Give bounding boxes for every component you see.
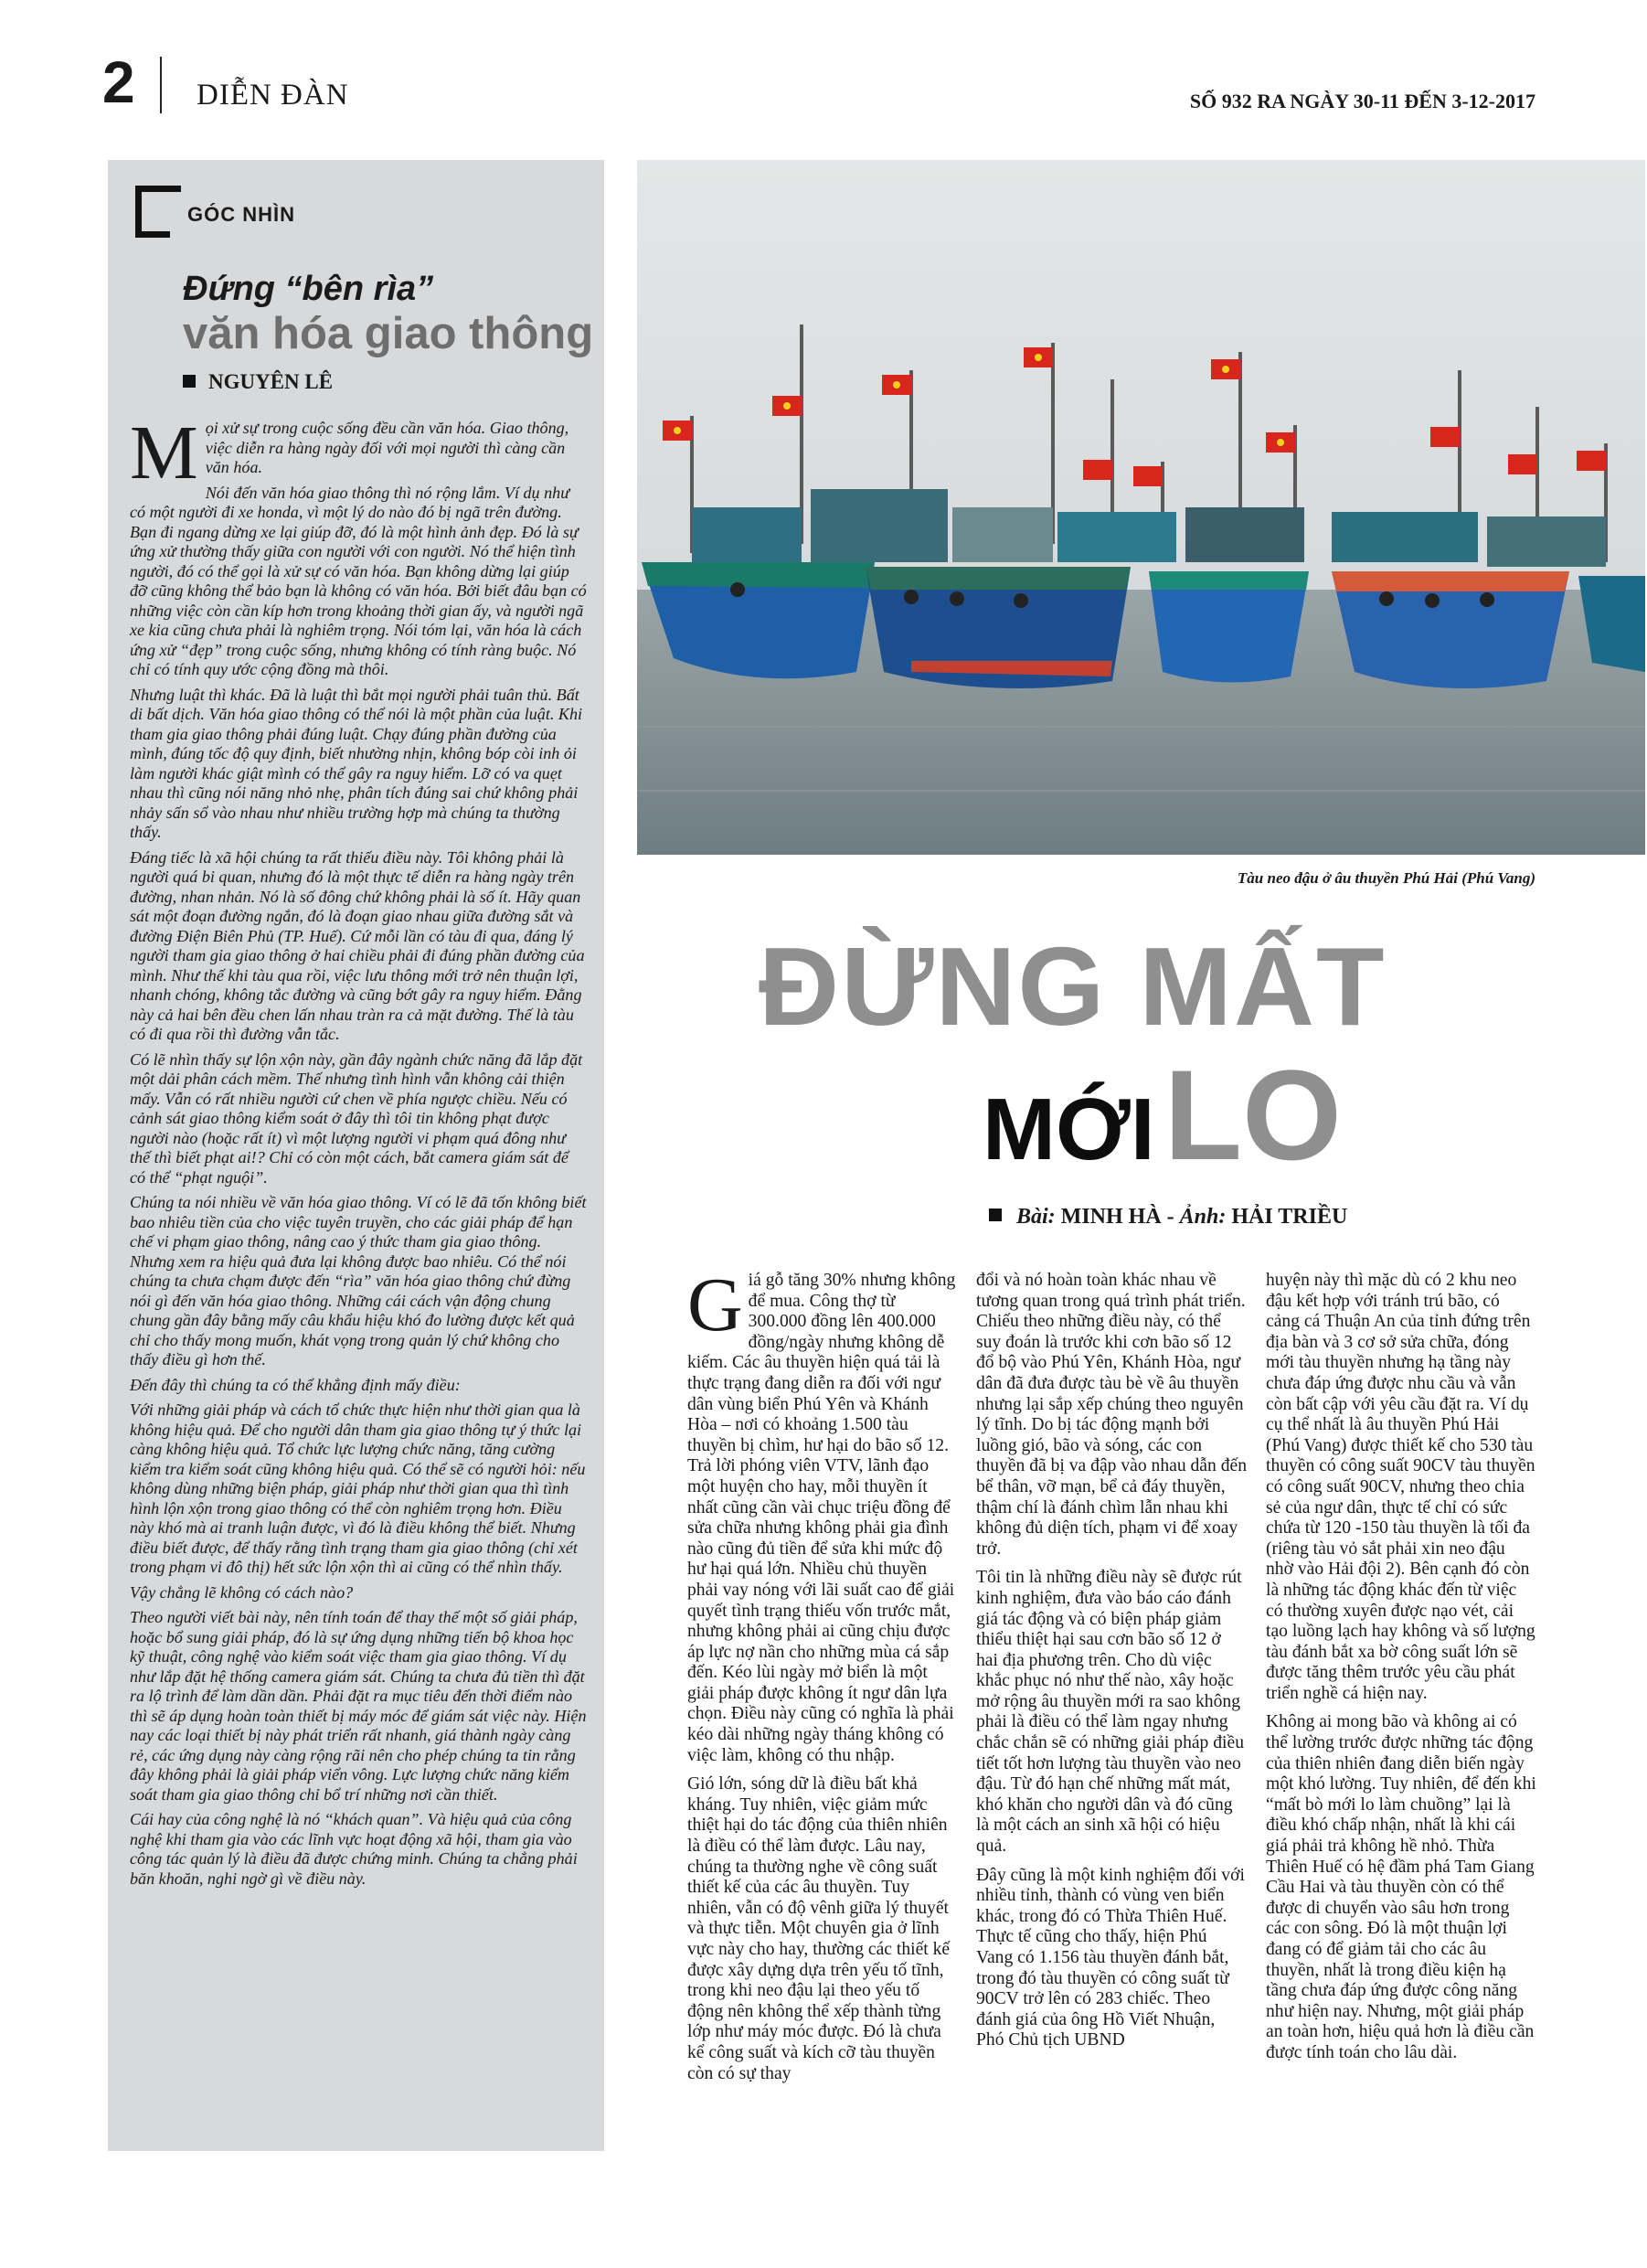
headline-line2 (983, 1043, 1342, 1187)
article-column-2 (976, 1271, 1247, 2060)
section-title: DIỄN ĐÀN (197, 79, 349, 112)
photo-caption: Tàu neo đậu ở âu thuyền Phú Hải (Phú Vang) (1237, 869, 1535, 887)
byline-separator: - (1161, 1205, 1180, 1229)
article-paragraph: Gió lớn, sóng dữ là điều bất khả kháng. Tuy nhiên, việc giảm mức thiệt hại do tác động của thiên nhiên là điều có thể làm được. Lâu nay, chúng ta thường nghe về công suất thiết kế của các âu thuyền. Tuy nhiên, vẫn có độ vênh giữa lý thuyết và thực tiễn. Một chuyên gia ở lĩnh vực này cho hay, thường các thiết kế được xây dựng dựa trên yếu tố tĩnh, trong khi neo đậu lại theo yếu tố động nên không thể xếp thành từng lớp như máy móc được. Đó là chưa kể công suất và kích cỡ tàu thuyền còn có sự thay (687, 1774, 951, 2083)
issue-info: SỐ 932 RA NGÀY 30-11 ĐẾN 3-12-2017 (1189, 90, 1535, 112)
opinion-title-line1: Đứng “bên rìa” (183, 270, 434, 308)
article-dropcap: G (687, 1262, 743, 1347)
byline-label-text: Bài: (1016, 1205, 1056, 1229)
article-byline (989, 1205, 1347, 1230)
headline-lo: LO (1164, 1043, 1342, 1187)
boats-photo (637, 160, 1645, 855)
opinion-paragraph-text: ọi xử sự trong cuộc sống đều cần văn hóa. Giao thông, việc diễn ra hàng ngày đối với mọi người thì càng cần văn hóa. (205, 419, 569, 476)
header-divider (160, 57, 162, 113)
article-column-1 (687, 1262, 958, 2092)
page-number: 2 (102, 49, 135, 115)
byline-photographer: HẢI TRIỀU (1231, 1205, 1348, 1229)
kicker-bracket-top (135, 186, 181, 192)
article-paragraph (687, 1262, 958, 1766)
opinion-kicker: GÓC NHÌN (187, 203, 295, 226)
article-paragraph: Tôi tin là những điều này sẽ được rút kinh nghiệm, đưa vào báo cáo đánh giá tác động và có biện pháp giảm thiểu thiệt hại sau cơn bão số 12 ở hai địa phương trên. Cho dù việc khắc phục nó như thế nào, xây hoặc mở rộng âu thuyền mới ra sao không phải là điều có thể làm ngay nhưng chắc chắn sẽ có những giải pháp điều tiết tốt hơn lượng tàu thuyền vào neo đậu. Từ đó hạn chế những mất mát, khó khăn cho người dân và đó cũng là một cách an sinh xã hội có hiệu quả. (976, 1568, 1244, 1857)
kicker-bracket-icon (135, 186, 142, 237)
opinion-paragraph: Nói đến văn hóa giao thông thì nó rộng lắm. Ví dụ như có một người đi xe honda, vì một lý do nào đó bị ngã trên đường. Bạn đi ngang dừng xe lại giúp đỡ, đó là một hình ảnh đẹp. Đó là sự ứng xử thường thấy giữa con người với con người. Nó thể hiện tình người, đó có thể gọi là xử sự có văn hóa. Bạn không dừng lại giúp đỡ cũng không thể bảo bạn là không có văn hóa. Bởi biết đâu bạn có những việc còn cần kíp hơn trong khoảng thời gian ấy, và người ngã xe kia cũng chưa phải là nghiêm trọng. Nói tóm lại, văn hóa là cách ứng xử “đẹp” trong cuộc sống, nhưng không có tính ràng buộc. Nó chỉ có tính quy ước cộng đồng mà thôi. (130, 483, 587, 678)
article-column-3 (1266, 1271, 1536, 2072)
kicker-bracket-foot (135, 231, 170, 238)
opinion-paragraph: Có lẽ nhìn thấy sự lộn xộn này, gần đây ngành chức năng đã lắp đặt một dải phân cách mềm. Thế nhưng tình hình vẫn không cải thiện mấy. Vẫn có rất nhiều người cứ chen về phía ngược chiều. Nếu có cảnh sát giao thông kiểm soát ở đây thì tôi tin không phạt được người nào (hoặc rất ít) vì một lượng người vi phạm quá đông như thế thì biết phạt ai!? Chỉ có còn một cách, bắt camera giám sát để có thể “phạt nguội”. (130, 1049, 583, 1187)
opinion-body (130, 410, 587, 1894)
headline-line1: ĐỪNG MẤT (759, 924, 1387, 1049)
byline-writer: MINH HÀ (1060, 1205, 1162, 1229)
opinion-paragraph: Cái hay của công nghệ là nó “khách quan”. Và hiệu quả của công nghệ khi tham gia vào các lĩnh vực hoạt động xã hội, tham gia vào công tác quản lý là điều đã được chứng minh. Chúng ta chẳng phải băn khoăn, nghi ngờ gì về điều này. (130, 1810, 578, 1888)
opinion-dropcap: M (130, 410, 198, 495)
opinion-author: NGUYÊN LÊ (183, 370, 333, 394)
article-paragraph: huyện này thì mặc dù có 2 khu neo đậu kết hợp với tránh trú bão, có cảng cá Thuận An của tỉnh đứng trên địa bàn và 3 cơ sở sửa chữa, đóng mới tàu thuyền nhưng hạ tầng này chưa đáp ứng được nhu cầu và vẫn còn bất cập với yêu cầu đặt ra. Ví dụ cụ thể nhất là âu thuyền Phú Hải (Phú Vang) được thiết kế cho 530 tàu thuyền có công suất 90CV tàu thuyền có công suất 90CV, nhưng theo chia sẻ của ngư dân, thực tế chỉ có sức chứa từ 120 -150 tàu thuyền là tối đa (riêng tàu vỏ sắt phải xin neo đậu nhờ vào Hải đội 2). Bên cạnh đó còn là những tác động khác đến từ việc có thường xuyên được nạo vét, cải tạo luồng lạch hay không và số lượng tàu đánh bắt xa bờ công suất lớn sẽ được tăng thêm trước yêu cầu phát triển nghề cá hiện nay. (1266, 1271, 1535, 1703)
opinion-paragraph: Chúng ta nói nhiều về văn hóa giao thông. Ví có lẽ đã tốn không biết bao nhiêu tiền của cho việc tuyên truyền, cho các giải pháp để hạn chế vi phạm giao thông, nâng cao ý thức tham gia giao thông. Nhưng xem ra hiệu quả đưa lại không được bao nhiêu. Có thể nói chúng ta chưa chạm được đến “rìa” văn hóa giao thông chứ đừng nói gì đến văn hóa giao thông. Những cái cách vận động chung chung gần đây bằng mấy câu khẩu hiệu khó đo lường được kết quả chỉ cho thấy mong muốn, khát vọng trong quản lý chứ không cho thấy điều gì hơn thế. (130, 1193, 587, 1368)
article-paragraph: Đây cũng là một kinh nghiệm đối với nhiều tỉnh, thành có vùng ven biển khác, trong đó có Thừa Thiên Huế. Thực tế cũng cho thấy, hiện Phú Vang có 1.156 tàu thuyền đánh bắt, trong đó tàu thuyền có công suất từ 90CV trở lên có 283 chiếc. Theo đánh giá của ông Hồ Viết Nhuận, Phó Chủ tịch UBND (976, 1865, 1245, 2050)
article-paragraph: Không ai mong bão và không ai có thể lường trước được những tác động của thiên nhiên đang diễn biến ngày một khó lường. Tuy nhiên, để đến khi “mất bò mới lo làm chuồng” lại là điều khó chấp nhận, nhất là khi cái giá phải trả không hề nhỏ. Thừa Thiên Huế có hệ đầm phá Tam Giang Cầu Hai và tàu thuyền còn có thể được di chuyển vào sâu hơn trong các con sông. Đó là một thuận lợi đang có để giảm tải cho các âu thuyền, nhất là trong điều kiện hạ tầng chưa đáp ứng được công năng như hiện nay. Nhưng, một giải pháp an toàn hơn, hiệu quả hơn là điều cần được tính toán cho lâu dài. (1266, 1712, 1536, 2062)
opinion-paragraph: Đến đây thì chúng ta có thể khẳng định mấy điều: (130, 1375, 461, 1394)
opinion-paragraph: Nhưng luật thì khác. Đã là luật thì bắt mọi người phải tuân thủ. Bất di bất dịch. Văn hóa giao thông có thể nói là một phần của luật. Khi tham gia giao thông phải đúng luật. Chạy đúng phần đường của mình, đúng tốc độ quy định, biết nhường nhịn, không bóp còi inh ỏi làm người khác giật mình có thể gây ra nguy hiểm. Lỡ có va quẹt nhau thì cũng nói năng nhỏ nhẹ, phân tích đúng sai chứ không phải nhảy sấn sổ vào nhau như nhiều trường hợp mà chúng ta thường thấy. (130, 685, 583, 841)
headline-moi: MỚI (983, 1081, 1155, 1178)
article-paragraph-text: iá gỗ tăng 30% nhưng không để mua. Công thợ từ 300.000 đồng lên 400.000 đồng/ngày nhưng không dễ kiếm. Các âu thuyền hiện quá tải là thực trạng đang diễn ra đối với ngư dân vùng biển Phú Yên và Khánh Hòa – nơi có khoảng 1.500 tàu thuyền bị chìm, hư hại do bão số 12. Trả lời phóng viên VTV, lãnh đạo một huyện cho hay, mỗi thuyền ít nhất cũng cần vài chục triệu đồng để sửa chữa nhưng không phải gia đình nào cũng đủ tiền để sửa khi mức độ hư hại quá lớn. Nhiều chủ thuyền phải vay nóng với lãi suất cao để giải quyết tình trạng thiếu vốn trước mắt, nhưng không phải ai cũng chịu được áp lực nợ nần cho những mùa cá sắp đến. Kéo lùi ngày mở biển là một giải pháp được không ít ngư dân lựa chọn. Điều này cũng có nghĩa là phải kéo dài những ngày tháng không có việc làm, không có thu nhập. (687, 1271, 956, 1765)
opinion-title-line2: văn hóa giao thông (183, 309, 594, 358)
opinion-paragraph: Theo người viết bài này, nên tính toán để thay thế một số giải pháp, hoặc bổ sung giải pháp, đó là sự ứng dụng những tiến bộ khoa học kỹ thuật, công nghệ vào kiểm soát việc tham gia giao thông. Ví dụ như lắp đặt hệ thống camera giám sát. Chúng ta chưa đủ tiền thì đặt ra lộ trình để làm dần dần. Phải đặt ra mục tiêu đến thời điểm nào thì sẽ áp dụng hoàn toàn thiết bị máy móc để giám sát việc này. Hiện nay các loại thiết bị này phát triển rất nhanh, giá thành ngày càng rẻ, các ứng dụng này càng rộng rãi nên cho phép chúng ta tin rằng đây không phải là giải pháp viển vông. Lực lượng chức năng kiểm soát tham gia giao thông chỉ bổ trí những nơi cần thiết. (130, 1608, 587, 1804)
article-paragraph: đổi và nó hoàn toàn khác nhau về tương quan trong quá trình phát triển. Chiếu theo những điều này, có thể suy đoán là trước khi cơn bão số 12 đổ bộ vào Phú Yên, Khánh Hòa, ngư dân đã đưa được tàu bè về âu thuyền nhưng lại sắp xếp chúng theo nguyên lý tĩnh. Do bị tác động mạnh bởi luồng gió, bão và sóng, các con thuyền đã bị va đập vào nhau dẫn đến bể thân, vỡ mạn, bể cả đáy thuyền, thậm chí là đánh chìm lẫn nhau khi không đủ diện tích, phạm vi để xoay trở. (976, 1271, 1247, 1559)
opinion-paragraph (130, 410, 587, 495)
opinion-paragraph: Đáng tiếc là xã hội chúng ta rất thiếu điều này. Tôi không phải là người quá bi quan, nhưng đó là một thực tế diễn ra hàng ngày trên đường, nhan nhản. Nó là số đông chứ không phải là số ít. Hãy quan sát một đoạn đường ngắn, đó là đoạn giao nhau giữa đường sắt và đường Điện Biên Phủ (TP. Huế). Cứ mỗi lần có tàu đi qua, đáng lý người tham gia giao thông ở hai chiều phải đi đúng phần đường của mình. Như thế khi tàu qua rồi, việc lưu thông mới trở nên thuận lợi, nhanh chóng, không tắc đường và cũng bớt gây ra nguy hiểm. Đằng này cả hai bên đều chen lấn nhau tràn ra cả mặt đường. Thế là tàu có đi qua rồi thì đường vẫn tắc. (130, 847, 585, 1043)
byline-label-photo: Ảnh: (1179, 1205, 1227, 1229)
opinion-paragraph: Vậy chẳng lẽ không có cách nào? (130, 1582, 354, 1602)
opinion-paragraph: Với những giải pháp và cách tổ chức thực hiện như thời gian qua là không hiệu quả. Để cho người dân tham gia giao thông tự ý thức lại càng không hiệu quả. Tổ chức lực lượng chức năng, tăng cường kiểm tra kiểm soát cũng không hiệu quả. Có thể sẽ có người hỏi: nếu không dùng những biện pháp, giải pháp như thời gian qua thì tình hình lộn xộn trong giao thông có thể còn nghiêm trọng hơn. Điều này khó mà ai tranh luận được, vì đó là điều không thể biết. Nhưng điều biết được, để thấy rằng tình trạng tham gia giao thông (chỉ xét trong phạm vi đô thị) hết sức lộn xộn thì ai cũng có thể nhìn thấy. (130, 1400, 586, 1576)
